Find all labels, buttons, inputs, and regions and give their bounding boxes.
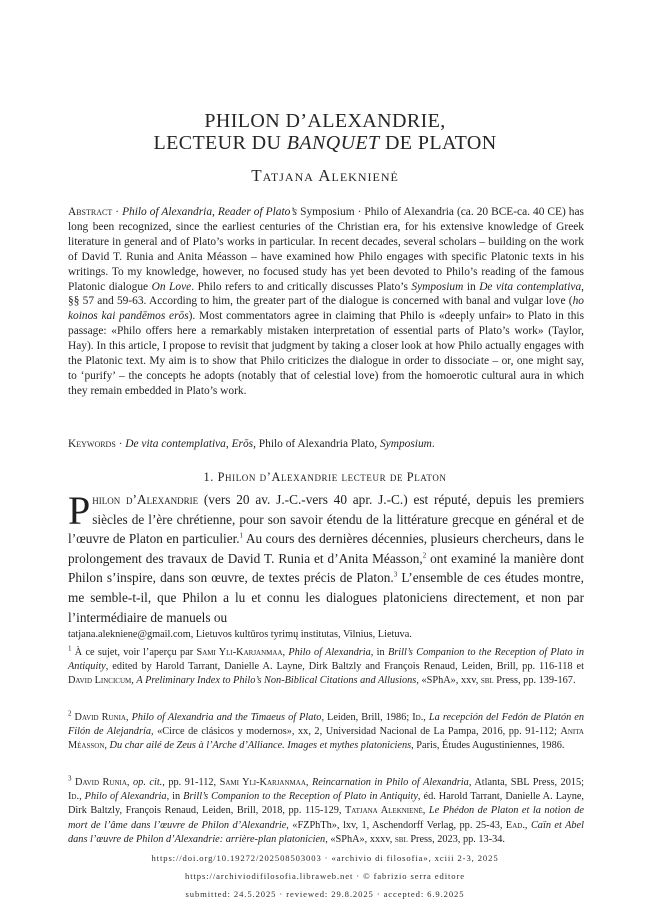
abstract-italic: ho koinos kai pandēmos erōs: [68, 295, 584, 323]
abstract-italic: Symposium: [411, 280, 464, 293]
fn-title: Philo of Alexandria: [84, 791, 167, 803]
section-heading: 1. Philon d’Alexandrie lecteur de Platon: [203, 470, 447, 484]
fn-author: Anita Méasson: [68, 726, 584, 752]
fn-text: ,: [282, 647, 289, 658]
footnote-3: [68, 776, 584, 847]
body-paragraph: [68, 490, 584, 627]
fn-title: Brill’s Companion to the Reception of Plato in Antiquity: [183, 791, 418, 803]
fn-text: , «FZPhTh», lxv, 1, Aschendorff Verlag, pp. 25-43,: [286, 819, 506, 831]
fn-text: ,: [423, 712, 429, 723]
keywords-label: Keywords ·: [68, 438, 126, 450]
fn-text: , Leiden, Brill, 1986;: [321, 712, 413, 723]
fn-title: A Preliminary Index to Philo’s Non-Biblical Citations and Allusions: [136, 675, 417, 687]
author-name: Tatjana Aleknienė: [251, 166, 399, 185]
fn-text: ,: [131, 675, 137, 687]
footnote-number: 2: [68, 709, 72, 718]
abstract-subtitle: Philo of Alexandria, Reader of Plato’s: [122, 206, 301, 218]
body-text: ont examiné la manière dont Philon s’inspire, dans son œuvre, de textes précis de Platon.: [68, 550, 584, 586]
fn-publisher: sbl: [394, 833, 408, 845]
fn-title: Philo of Alexandria: [288, 647, 371, 658]
abstract: [68, 205, 584, 399]
footnote-ref[interactable]: 3: [393, 570, 398, 579]
fn-text: , «Circe de clásicos y modernos», xx, 2, Universidad Nacional de La Pampa, 2016, pp. 91-112;: [150, 726, 561, 738]
fn-text: ,: [79, 791, 85, 803]
fn-text: À ce sujet, voir l’aperçu par: [71, 647, 197, 658]
body-text: Au cours des dernières décennies, plusieurs chercheurs, dans le prolongement des travaux de David T. Runia et d’Anita Méasson,: [68, 531, 584, 566]
fn-text: ,: [422, 805, 429, 817]
fn-text: , edited by Harold Tarrant, Danielle A. Layne, Dirk Baltzly and François Renaud, Leiden, Brill, pp. 116-118 et: [105, 661, 584, 673]
fn-text: , Paris, Études Augustiniennes, 1986.: [411, 740, 565, 752]
fn-author: David Runia: [71, 777, 127, 788]
fn-author: David Runia: [71, 712, 126, 723]
fn-text: , in: [166, 791, 184, 803]
fn-author: Sami Yli-Karjanmaa: [196, 647, 283, 658]
keywords: [68, 437, 584, 452]
fn-author: Tatjana Aleknienė: [345, 805, 423, 817]
fn-title: Philo of Alexandria and the Timaeus of Plato: [131, 712, 322, 723]
abstract-text: , §§ 57 and 59-63. According to him, the greater part of the dialogue is concerned with banal and vulgar love (: [68, 280, 584, 308]
fn-author: Ead.: [505, 819, 525, 831]
abstract-text: . Philo refers to and critically discusses Plato’s: [191, 280, 412, 293]
fn-title: Du char ailé de Zeus à l’Arche d’Alliance. Images et mythes platoniciens: [109, 740, 412, 752]
author-affiliation: tatjana.alekniene@gmail.com, Lietuvos kultūros tyrimų institutas, Vilnius, Lietuva.: [68, 629, 412, 640]
fn-title: Brill’s Companion to the Reception of Plato in Antiquity: [68, 647, 584, 673]
fn-text: ,: [104, 740, 110, 752]
fn-text: , «SPhA», xxxv,: [325, 833, 395, 845]
keyword: De vita contemplativa: [125, 438, 226, 450]
abstract-subtitle-plain: Symposium: [300, 206, 355, 218]
keyword-sep: ,: [225, 438, 232, 450]
fn-author: Id.: [412, 712, 424, 723]
fn-text: ,: [524, 819, 531, 831]
fn-title: op. cit.: [133, 777, 163, 788]
footnote-number: 3: [68, 774, 72, 783]
footnote-number: 1: [68, 644, 72, 653]
fn-text: ,: [126, 777, 134, 788]
keyword: Symposium: [379, 438, 432, 450]
fn-text: Press, pp. 139-167.: [493, 675, 576, 687]
fn-title: Reincarnation in Philo of Alexandria: [311, 777, 469, 788]
body-smallcaps: hilon d’Alexandrie: [92, 492, 199, 507]
drop-cap: P: [68, 488, 91, 533]
keyword-end: .: [431, 438, 435, 450]
abstract-text: in: [463, 280, 480, 293]
fn-title: Le Phédon de Platon et la notion de mort de l’âme dans l’œuvre de Philon d’Alexandrie: [68, 805, 585, 831]
fn-author: David Lincicum: [68, 675, 132, 687]
fn-text: , pp. 91-112,: [162, 777, 220, 788]
abstract-italic: De vita contemplativa: [479, 280, 582, 293]
fn-text: , «SPhA», xxv,: [416, 675, 481, 687]
article-title-line-1: PHILON D’ALEXANDRIE,: [204, 110, 446, 132]
fn-text: ,: [305, 777, 312, 788]
title-suffix: DE PLATON: [379, 132, 497, 154]
body-text: L’ensemble de ces études montre, me semble-t-il, que Philon a lu et connu les dialogues platoniciens directement, et non par l’intermédiaire de manuels ou: [68, 570, 584, 625]
title-prefix: LECTEUR DU: [153, 132, 287, 154]
footnote-1: [68, 646, 584, 689]
abstract-label: Abstract ·: [68, 206, 123, 218]
keyword: Erōs: [231, 438, 254, 450]
footnote-ref[interactable]: 2: [422, 551, 427, 560]
fn-title: Caïn et Abel dans l’œuvre de Philon d’Alexandrie: arrière-plan platonicien: [68, 819, 584, 845]
abstract-italic: On Love: [151, 280, 192, 293]
fn-author: Sami Yli-Karjanmaa: [219, 777, 306, 788]
title-italic: BANQUET: [286, 132, 380, 154]
fn-author: Id.: [68, 791, 80, 803]
fn-text: , éd. Harold Tarrant, Danielle A. Layne, Dirk Baltzly, François Renaud, Leiden, Brill, 2018, pp. 115-129,: [68, 791, 585, 817]
fn-text: , Atlanta, SBL Press, 2015;: [468, 777, 585, 788]
fn-text: , in: [370, 647, 388, 658]
fn-title: La recepción del Fedón de Platón en Filón de Alejandría: [68, 712, 585, 738]
fn-publisher: sbl: [480, 675, 494, 687]
abstract-text: ). Most commentators agree in claiming that Philo is «deeply unfair» to Plato in this passage: «Philo offers here a remarkably mistaken interpretation of essential parts of Plato’s work» (Taylor, Hay). In this article, I propose to revisit that judgment by taking a closer look at how Philo actually engages with the Platonic text. My aim is to show that Philo criticizes the dialogue in order to dissociate – or, one might say, to ‘purify’ – the concepts he adopts (notably that of celestial love) from the homoerotic cultural aura in which they remain embedded in Plato’s work.: [68, 310, 584, 397]
footnote-2: [68, 711, 584, 754]
article-title-line-2: [0, 132, 650, 155]
footnote-ref[interactable]: 1: [239, 531, 244, 540]
fn-text: ,: [125, 712, 132, 723]
submission-dates: submitted: 24.5.2025 · reviewed: 29.8.2025 · accepted: 6.9.2025: [185, 889, 465, 899]
body-text: (vers 20 av. J.-C.-vers 40 apr. J.-C.) est réputé, depuis les premiers siècles de l’ère chrétienne, pour son savoir étendu de la littérature grecque en général et de l’œuvre de Platon en particulier.: [68, 492, 585, 547]
keyword: , Philo of Alexandria Plato,: [253, 438, 380, 450]
doi-line[interactable]: https://doi.org/10.19272/202508503003 · «archivio di filosofia», xciii 2-3, 2025: [151, 853, 499, 863]
website-line[interactable]: https://archiviodifilosofia.libraweb.net · © fabrizio serra editore: [185, 871, 465, 881]
fn-text: Press, 2023, pp. 13-34.: [407, 833, 505, 845]
abstract-text: · Philo of Alexandria (ca. 20 BCE-ca. 40 CE) has long been recognized, since the earliest centuries of the Christian era, for his extensive knowledge of Greek literature in general and of Plato’s works in particular. In recent decades, several scholars – building on the work of David T. Runia and Anita Méasson – have examined how Philo engages with specific Platonic texts in his writings. To my knowledge, however, no focused study has yet been devoted to Philo’s reading of the famous Platonic dialogue: [68, 206, 584, 293]
